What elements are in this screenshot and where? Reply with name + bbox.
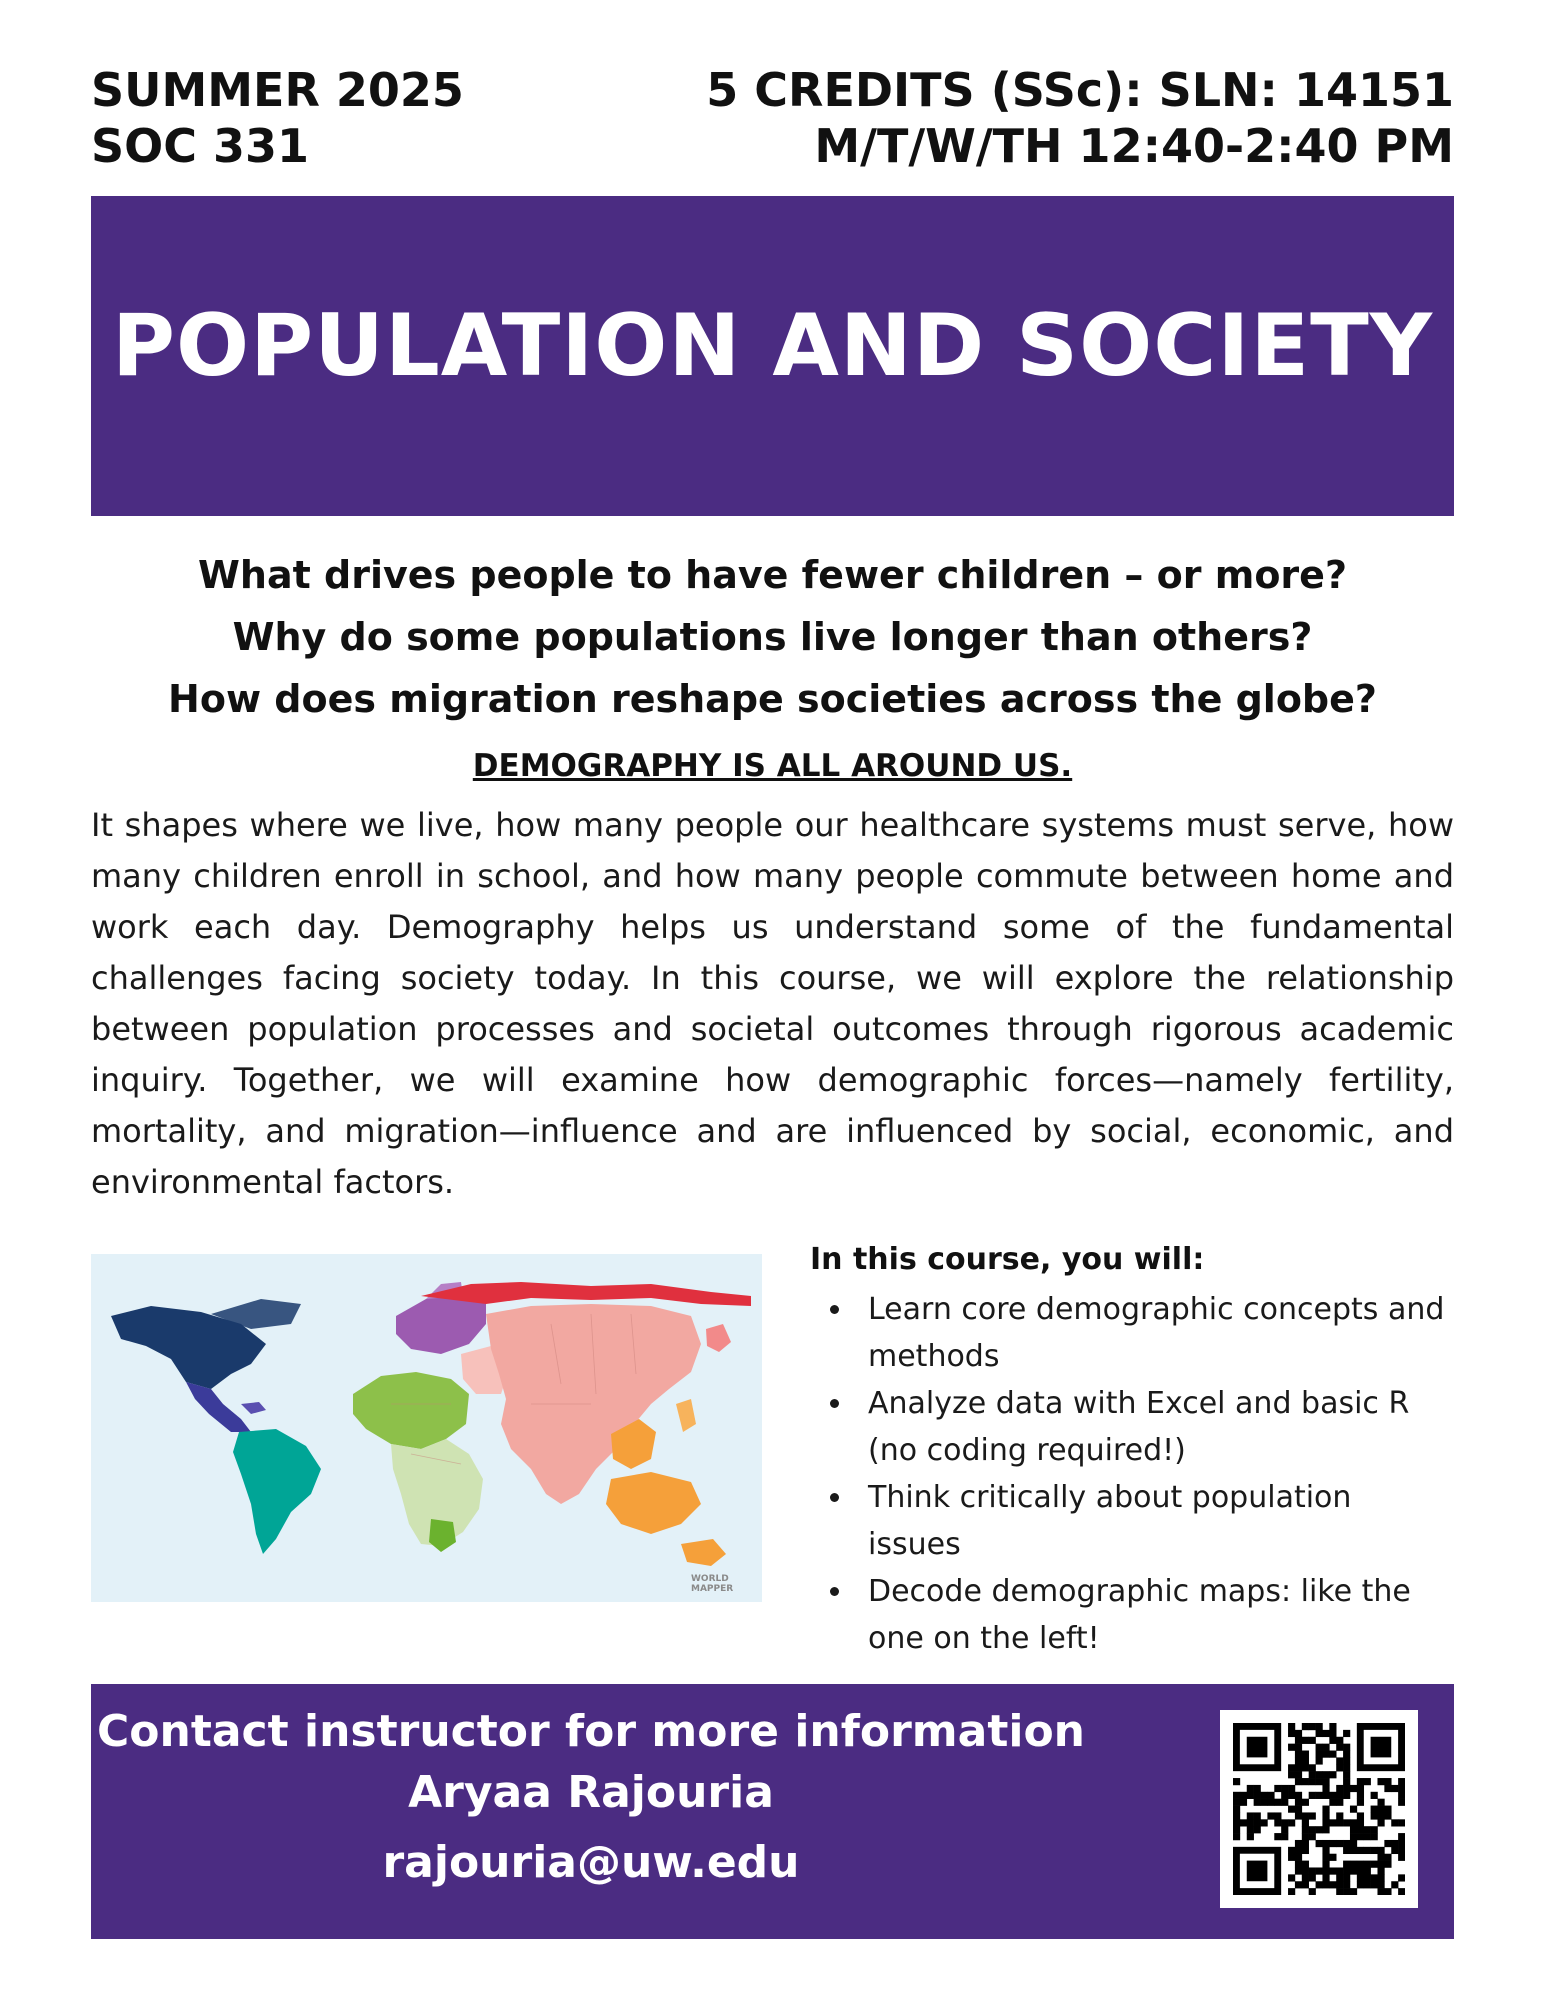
qr-module [1316, 1778, 1323, 1785]
qr-module [1343, 1751, 1350, 1758]
qr-module [1357, 1812, 1364, 1819]
qr-module [1377, 1799, 1384, 1806]
page-title: POPULATION AND SOCIETY [111, 296, 1434, 396]
qr-module [1295, 1867, 1302, 1874]
qr-module [1302, 1819, 1309, 1826]
qr-module [1281, 1799, 1288, 1806]
qr-module [1350, 1819, 1357, 1826]
qr-module [1343, 1867, 1350, 1874]
qr-module [1288, 1730, 1295, 1737]
qr-module [1295, 1764, 1302, 1771]
qr-module [1233, 1806, 1240, 1813]
qr-module [1329, 1751, 1336, 1758]
qr-module [1274, 1785, 1281, 1792]
demography-heading: DEMOGRAPHY IS ALL AROUND US. [472, 748, 1073, 784]
qr-module [1302, 1751, 1309, 1758]
question-block [91, 544, 1454, 730]
qr-module [1336, 1840, 1343, 1847]
qr-module [1384, 1785, 1391, 1792]
question-migration: How does migration reshape societies across the globe? [168, 677, 1377, 721]
qr-module [1261, 1819, 1268, 1826]
qr-module [1233, 1792, 1240, 1799]
qr-module [1336, 1799, 1343, 1806]
qr-module [1316, 1867, 1323, 1874]
list-item: Learn core demographic concepts and methods [810, 1286, 1450, 1380]
qr-module [1247, 1785, 1254, 1792]
qr-module [1350, 1867, 1357, 1874]
qr-module [1295, 1744, 1302, 1751]
qr-module [1295, 1799, 1302, 1806]
qr-module [1309, 1778, 1316, 1785]
qr-module [1316, 1751, 1323, 1758]
qr-module [1302, 1723, 1309, 1730]
qr-finder [1247, 1861, 1268, 1882]
qr-module [1391, 1819, 1398, 1826]
qr-module [1329, 1840, 1336, 1847]
list-item: Think critically about population issues [810, 1474, 1450, 1568]
qr-module [1254, 1799, 1261, 1806]
qr-module [1329, 1723, 1336, 1730]
qr-finder [1371, 1737, 1392, 1758]
qr-module [1309, 1833, 1316, 1840]
world-cartogram-image [91, 1254, 762, 1602]
qr-module [1281, 1792, 1288, 1799]
qr-module [1343, 1730, 1350, 1737]
qr-module [1316, 1792, 1323, 1799]
qr-code[interactable] [1220, 1710, 1418, 1908]
qr-module [1350, 1840, 1357, 1847]
qr-module [1384, 1861, 1391, 1868]
qr-module [1357, 1833, 1364, 1840]
qr-module [1267, 1812, 1274, 1819]
list-item: Decode demographic maps: like the one on the left! [810, 1568, 1450, 1662]
qr-module [1343, 1819, 1350, 1826]
qr-module [1384, 1840, 1391, 1847]
qr-module [1322, 1847, 1329, 1854]
course-outcomes-list [810, 1286, 1450, 1662]
qr-module [1288, 1744, 1295, 1751]
header-right [554, 62, 1454, 174]
qr-module [1336, 1819, 1343, 1826]
qr-module [1329, 1792, 1336, 1799]
qr-module [1343, 1792, 1350, 1799]
qr-module [1336, 1812, 1343, 1819]
question-mortality: Why do some populations live longer than others? [232, 615, 1313, 659]
qr-module [1398, 1840, 1405, 1847]
qr-module [1295, 1840, 1302, 1847]
qr-module [1309, 1764, 1316, 1771]
qr-module [1281, 1785, 1288, 1792]
qr-module [1316, 1730, 1323, 1737]
qr-module [1377, 1812, 1384, 1819]
qr-module [1357, 1861, 1364, 1868]
qr-module [1322, 1881, 1329, 1888]
qr-module [1309, 1867, 1316, 1874]
qr-module [1233, 1819, 1240, 1826]
qr-module [1302, 1778, 1309, 1785]
qr-module [1302, 1757, 1309, 1764]
qr-module [1377, 1819, 1384, 1826]
qr-module [1391, 1881, 1398, 1888]
instructor-email[interactable]: rajouria@uw.edu [382, 1837, 800, 1888]
qr-module [1254, 1792, 1261, 1799]
qr-module [1281, 1826, 1288, 1833]
credits-label: 5 CREDITS (SSc): SLN: 14151 [706, 63, 1454, 117]
qr-module [1322, 1744, 1329, 1751]
qr-module [1398, 1819, 1405, 1826]
qr-module [1322, 1751, 1329, 1758]
course-code: SOC 331 [91, 119, 310, 173]
qr-module [1371, 1806, 1378, 1813]
qr-module [1288, 1723, 1295, 1730]
qr-module [1371, 1881, 1378, 1888]
qr-finder [1247, 1737, 1268, 1758]
qr-module [1336, 1792, 1343, 1799]
intro-paragraph: It shapes where we live, how many people our healthcare systems must serve, how many children enroll in school, and how many people commute between home and work each day. Demography helps us understand some of the fundamental challenges facing society today. In this course, we will explore the relationship between population processes and societal outcomes through rigorous academic inquiry. Together, we will examine how demographic forces—namely fertility, mortality, and migration—influence and are influenced by social, economic, and environmental factors. [91, 806, 1454, 1201]
qr-module [1364, 1881, 1371, 1888]
map-watermark-world: WORLD [691, 1574, 729, 1584]
qr-module [1371, 1874, 1378, 1881]
qr-module [1384, 1778, 1391, 1785]
qr-module [1302, 1826, 1309, 1833]
qr-module [1343, 1744, 1350, 1751]
qr-module [1357, 1881, 1364, 1888]
qr-module [1233, 1833, 1240, 1840]
qr-module [1350, 1847, 1357, 1854]
qr-module [1336, 1888, 1343, 1895]
qr-module [1371, 1861, 1378, 1868]
qr-module [1329, 1737, 1336, 1744]
qr-module [1309, 1737, 1316, 1744]
qr-module [1398, 1888, 1405, 1895]
qr-module [1322, 1771, 1329, 1778]
qr-module [1343, 1840, 1350, 1847]
qr-module [1295, 1730, 1302, 1737]
qr-module [1302, 1861, 1309, 1868]
qr-module [1295, 1812, 1302, 1819]
qr-module [1309, 1812, 1316, 1819]
qr-module [1322, 1778, 1329, 1785]
qr-module [1295, 1737, 1302, 1744]
qr-module [1247, 1812, 1254, 1819]
qr-module [1322, 1819, 1329, 1826]
qr-module [1336, 1744, 1343, 1751]
qr-module [1302, 1881, 1309, 1888]
qr-module [1322, 1812, 1329, 1819]
qr-module [1350, 1833, 1357, 1840]
qr-module [1350, 1861, 1357, 1868]
cartogram-map [91, 1254, 762, 1602]
qr-module [1295, 1751, 1302, 1758]
qr-module [1302, 1833, 1309, 1840]
qr-module [1377, 1881, 1384, 1888]
qr-module [1295, 1881, 1302, 1888]
qr-module [1364, 1826, 1371, 1833]
qr-module [1288, 1806, 1295, 1813]
qr-module [1322, 1730, 1329, 1737]
qr-module [1240, 1819, 1247, 1826]
qr-module [1288, 1854, 1295, 1861]
qr-module [1377, 1806, 1384, 1813]
qr-module [1377, 1847, 1384, 1854]
qr-module [1329, 1867, 1336, 1874]
qr-module [1247, 1826, 1254, 1833]
qr-module [1316, 1771, 1323, 1778]
qr-module [1398, 1799, 1405, 1806]
qr-module [1240, 1799, 1247, 1806]
qr-module [1398, 1874, 1405, 1881]
qr-module [1302, 1737, 1309, 1744]
qr-module [1295, 1847, 1302, 1854]
qr-module [1329, 1771, 1336, 1778]
qr-module [1322, 1792, 1329, 1799]
qr-module [1377, 1778, 1384, 1785]
qr-module [1233, 1826, 1240, 1833]
qr-module [1371, 1826, 1378, 1833]
qr-module [1377, 1861, 1384, 1868]
qr-module [1357, 1867, 1364, 1874]
qr-module [1233, 1812, 1240, 1819]
qr-module [1281, 1819, 1288, 1826]
qr-module [1357, 1847, 1364, 1854]
qr-code-icon [1233, 1723, 1405, 1895]
contact-text [91, 1702, 1091, 1894]
qr-module [1288, 1847, 1295, 1854]
qr-module [1336, 1874, 1343, 1881]
qr-module [1391, 1840, 1398, 1847]
qr-module [1309, 1874, 1316, 1881]
title-banner [91, 196, 1454, 516]
qr-module [1398, 1785, 1405, 1792]
qr-module [1371, 1833, 1378, 1840]
qr-module [1336, 1764, 1343, 1771]
question-fertility: What drives people to have fewer children – or more? [198, 553, 1347, 597]
qr-module [1350, 1785, 1357, 1792]
qr-module [1384, 1888, 1391, 1895]
qr-module [1309, 1723, 1316, 1730]
qr-module [1336, 1867, 1343, 1874]
qr-module [1357, 1792, 1364, 1799]
qr-module [1398, 1778, 1405, 1785]
qr-module [1357, 1785, 1364, 1792]
qr-module [1329, 1730, 1336, 1737]
qr-module [1377, 1888, 1384, 1895]
qr-module [1288, 1792, 1295, 1799]
qr-module [1302, 1764, 1309, 1771]
qr-module [1274, 1819, 1281, 1826]
qr-module [1288, 1785, 1295, 1792]
schedule-label: M/T/W/TH 12:40-2:40 PM [814, 119, 1454, 173]
qr-module [1316, 1826, 1323, 1833]
qr-module [1322, 1854, 1329, 1861]
qr-module [1343, 1881, 1350, 1888]
qr-module [1274, 1812, 1281, 1819]
qr-module [1343, 1847, 1350, 1854]
qr-module [1371, 1812, 1378, 1819]
qr-module [1295, 1771, 1302, 1778]
qr-module [1329, 1854, 1336, 1861]
qr-module [1316, 1840, 1323, 1847]
qr-module [1398, 1833, 1405, 1840]
qr-module [1357, 1819, 1364, 1826]
qr-module [1336, 1757, 1343, 1764]
qr-module [1288, 1771, 1295, 1778]
qr-module [1302, 1874, 1309, 1881]
qr-module [1233, 1799, 1240, 1806]
qr-module [1343, 1778, 1350, 1785]
qr-module [1391, 1847, 1398, 1854]
qr-module [1329, 1881, 1336, 1888]
qr-module [1288, 1819, 1295, 1826]
qr-module [1233, 1778, 1240, 1785]
qr-module [1309, 1888, 1316, 1895]
qr-module [1254, 1819, 1261, 1826]
qr-module [1316, 1757, 1323, 1764]
qr-module [1364, 1847, 1371, 1854]
course-outcomes-heading: In this course, you will: [810, 1242, 1205, 1277]
qr-module [1302, 1799, 1309, 1806]
qr-module [1371, 1847, 1378, 1854]
qr-module [1295, 1757, 1302, 1764]
qr-module [1398, 1854, 1405, 1861]
qr-module [1267, 1792, 1274, 1799]
qr-module [1357, 1799, 1364, 1806]
qr-module [1322, 1826, 1329, 1833]
contact-banner [91, 1684, 1454, 1939]
qr-module [1398, 1792, 1405, 1799]
qr-module [1322, 1874, 1329, 1881]
qr-module [1336, 1881, 1343, 1888]
qr-module [1350, 1806, 1357, 1813]
qr-module [1384, 1854, 1391, 1861]
qr-module [1322, 1840, 1329, 1847]
qr-module [1316, 1881, 1323, 1888]
qr-module [1377, 1854, 1384, 1861]
qr-module [1288, 1874, 1295, 1881]
qr-module [1309, 1771, 1316, 1778]
qr-module [1336, 1737, 1343, 1744]
qr-module [1302, 1812, 1309, 1819]
qr-module [1350, 1888, 1357, 1895]
qr-module [1254, 1812, 1261, 1819]
qr-module [1343, 1771, 1350, 1778]
qr-module [1398, 1847, 1405, 1854]
qr-module [1274, 1799, 1281, 1806]
qr-module [1261, 1792, 1268, 1799]
instructor-name: Aryaa Rajouria [408, 1767, 774, 1818]
qr-module [1329, 1819, 1336, 1826]
qr-module [1343, 1764, 1350, 1771]
qr-module [1267, 1799, 1274, 1806]
qr-module [1295, 1861, 1302, 1868]
qr-module [1377, 1874, 1384, 1881]
qr-module [1329, 1799, 1336, 1806]
qr-module [1281, 1833, 1288, 1840]
qr-module [1384, 1806, 1391, 1813]
qr-module [1343, 1874, 1350, 1881]
qr-module [1254, 1785, 1261, 1792]
qr-module [1240, 1792, 1247, 1799]
qr-module [1288, 1764, 1295, 1771]
qr-module [1364, 1833, 1371, 1840]
contact-line: Contact instructor for more information [96, 1706, 1086, 1757]
qr-module [1261, 1799, 1268, 1806]
qr-module [1357, 1826, 1364, 1833]
qr-module [1343, 1785, 1350, 1792]
qr-module [1309, 1792, 1316, 1799]
qr-module [1322, 1861, 1329, 1868]
qr-module [1316, 1744, 1323, 1751]
qr-module [1295, 1806, 1302, 1813]
qr-module [1295, 1854, 1302, 1861]
qr-module [1247, 1833, 1254, 1840]
qr-module [1295, 1792, 1302, 1799]
qr-module [1302, 1840, 1309, 1847]
qr-module [1274, 1833, 1281, 1840]
qr-module [1295, 1778, 1302, 1785]
qr-module [1288, 1888, 1295, 1895]
term-label: SUMMER 2025 [91, 63, 464, 117]
qr-module [1302, 1867, 1309, 1874]
qr-module [1247, 1819, 1254, 1826]
qr-module [1364, 1874, 1371, 1881]
qr-module [1357, 1874, 1364, 1881]
qr-module [1350, 1826, 1357, 1833]
qr-module [1302, 1847, 1309, 1854]
qr-module [1322, 1806, 1329, 1813]
qr-module [1357, 1778, 1364, 1785]
qr-module [1364, 1778, 1371, 1785]
qr-module [1316, 1723, 1323, 1730]
qr-module [1364, 1867, 1371, 1874]
qr-module [1371, 1792, 1378, 1799]
qr-module [1254, 1826, 1261, 1833]
qr-module [1322, 1867, 1329, 1874]
qr-module [1364, 1861, 1371, 1868]
qr-module [1343, 1861, 1350, 1868]
qr-module [1322, 1785, 1329, 1792]
qr-module [1391, 1785, 1398, 1792]
qr-module [1343, 1757, 1350, 1764]
qr-module [1309, 1826, 1316, 1833]
qr-module [1384, 1812, 1391, 1819]
qr-module [1336, 1785, 1343, 1792]
qr-module [1377, 1867, 1384, 1874]
qr-module [1247, 1792, 1254, 1799]
list-item: Analyze data with Excel and basic R (no coding required!) [810, 1380, 1450, 1474]
qr-module [1343, 1888, 1350, 1895]
map-watermark-mapper: MAPPER [691, 1584, 734, 1594]
